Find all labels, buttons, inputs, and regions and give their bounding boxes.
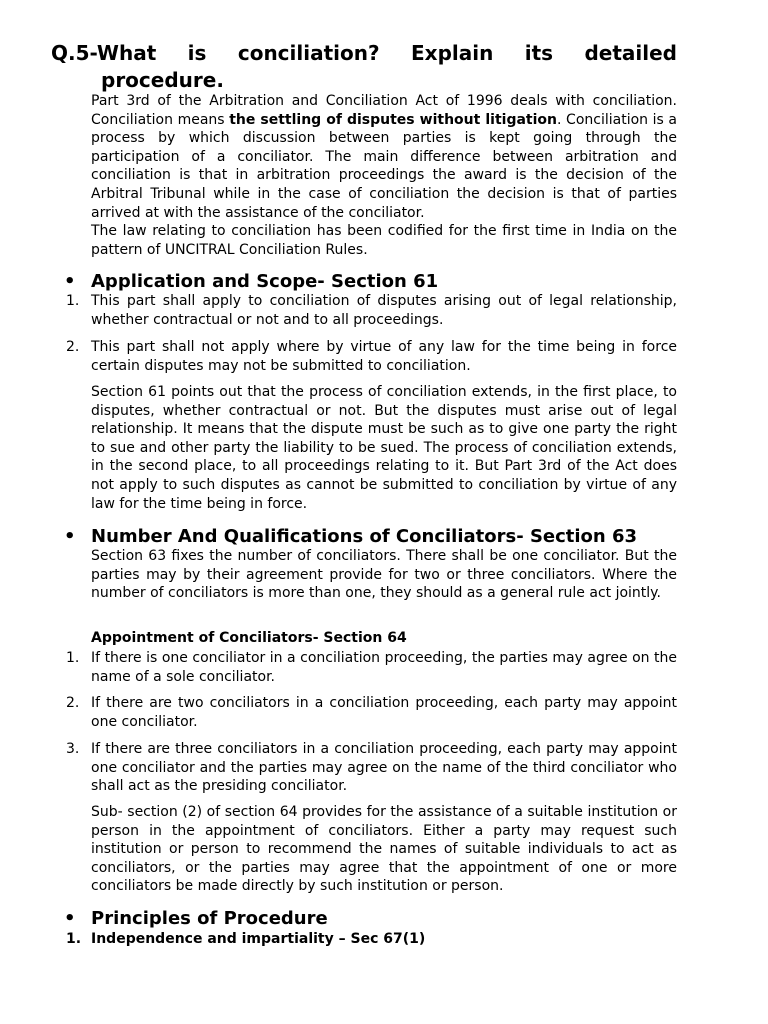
intro-text-2: . Conciliation is a process by which discussion between parties is kept going through the participation of a conciliator. The main difference between arbitration and conciliation is that in arbitration proceedings the award is the decision of the Arbitral Tribunal while in the case of conciliation the decision is that of parties arrived at with the assistance of the conciliator. — [91, 111, 678, 221]
section-63-text: Section 63 fixes the number of conciliators. There shall be one conciliator. But the parties may by their agreement provide for two or three conciliators. Where the number of conciliators is more than one, they should as a general rule act jointly. — [91, 548, 677, 602]
list-item: Independence and impartiality – Sec 67(1) — [91, 931, 426, 947]
intro-paragraph — [91, 92, 677, 222]
bullet-s61: • — [64, 271, 76, 292]
intro-bold-definition: the settling of disputes without litigation — [229, 111, 557, 128]
section-61-note: Section 61 points out that the process of conciliation extends, in the first place, to disputes, whether contractual or not. But the disputes must arise out of legal relationship. It means that the dispute must be such as to give one party the right to sue and other party the liability to be sued. The process of conciliation extends, in the second place, to all proceedings relating to it. But Part 3rd of the Act does not apply to such disputes as cannot be submitted to conciliation by virtue of any law for the time being in force. — [91, 384, 677, 512]
list-number: 3. — [66, 741, 80, 757]
list-number: 1. — [66, 650, 80, 666]
list-number: 1. — [66, 293, 80, 309]
list-item: This part shall apply to conciliation of disputes arising out of legal relationship, whether contractual or not and to all proceedings. — [91, 293, 677, 328]
intro-paragraph-2: The law relating to conciliation has been codified for the first time in India on the pattern of UNCITRAL Conciliation Rules. — [91, 223, 677, 258]
heading-principles-of-procedure: Principles of Procedure — [91, 908, 328, 929]
heading-section-63: Number And Qualifications of Conciliators- Section 63 — [91, 526, 638, 547]
question-title-continued: procedure. — [101, 68, 224, 92]
list-number: 2. — [66, 339, 80, 355]
list-item: If there are two conciliators in a conciliation proceeding, each party may appoint one conciliator. — [91, 695, 677, 730]
intro-text-1: Part 3rd of the Arbitration and Conciliation Act of 1996 deals with conciliation. Conciliation means — [91, 93, 677, 128]
list-item: This part shall not apply where by virtue of any law for the time being in force certain disputes may not be submitted to conciliation. — [91, 339, 677, 374]
bullet-principles: • — [64, 908, 76, 929]
list-item: If there is one conciliator in a conciliation proceeding, the parties may agree on the name of a sole conciliator. — [91, 650, 677, 685]
heading-section-64: Appointment of Conciliators- Section 64 — [91, 630, 407, 646]
heading-section-61: Application and Scope- Section 61 — [91, 271, 439, 292]
section-64-note: Sub- section (2) of section 64 provides for the assistance of a suitable institution or person in the appointment of conciliators. Either a party may request such institution or person to recommend the names of suitable individuals to act as conciliators, or the parties may agree that the appointment of one or more conciliators be made directly by such institution or person. — [91, 804, 677, 895]
question-title: Q.5-What is conciliation? Explain its detailed — [51, 41, 677, 65]
list-number: 2. — [66, 695, 80, 711]
list-number: 1. — [66, 931, 82, 947]
bullet-s63: • — [64, 526, 76, 547]
list-item: If there are three conciliators in a conciliation proceeding, each party may appoint one conciliator and the parties may agree on the name of the third conciliator who shall act as the presiding conciliator. — [91, 741, 677, 795]
